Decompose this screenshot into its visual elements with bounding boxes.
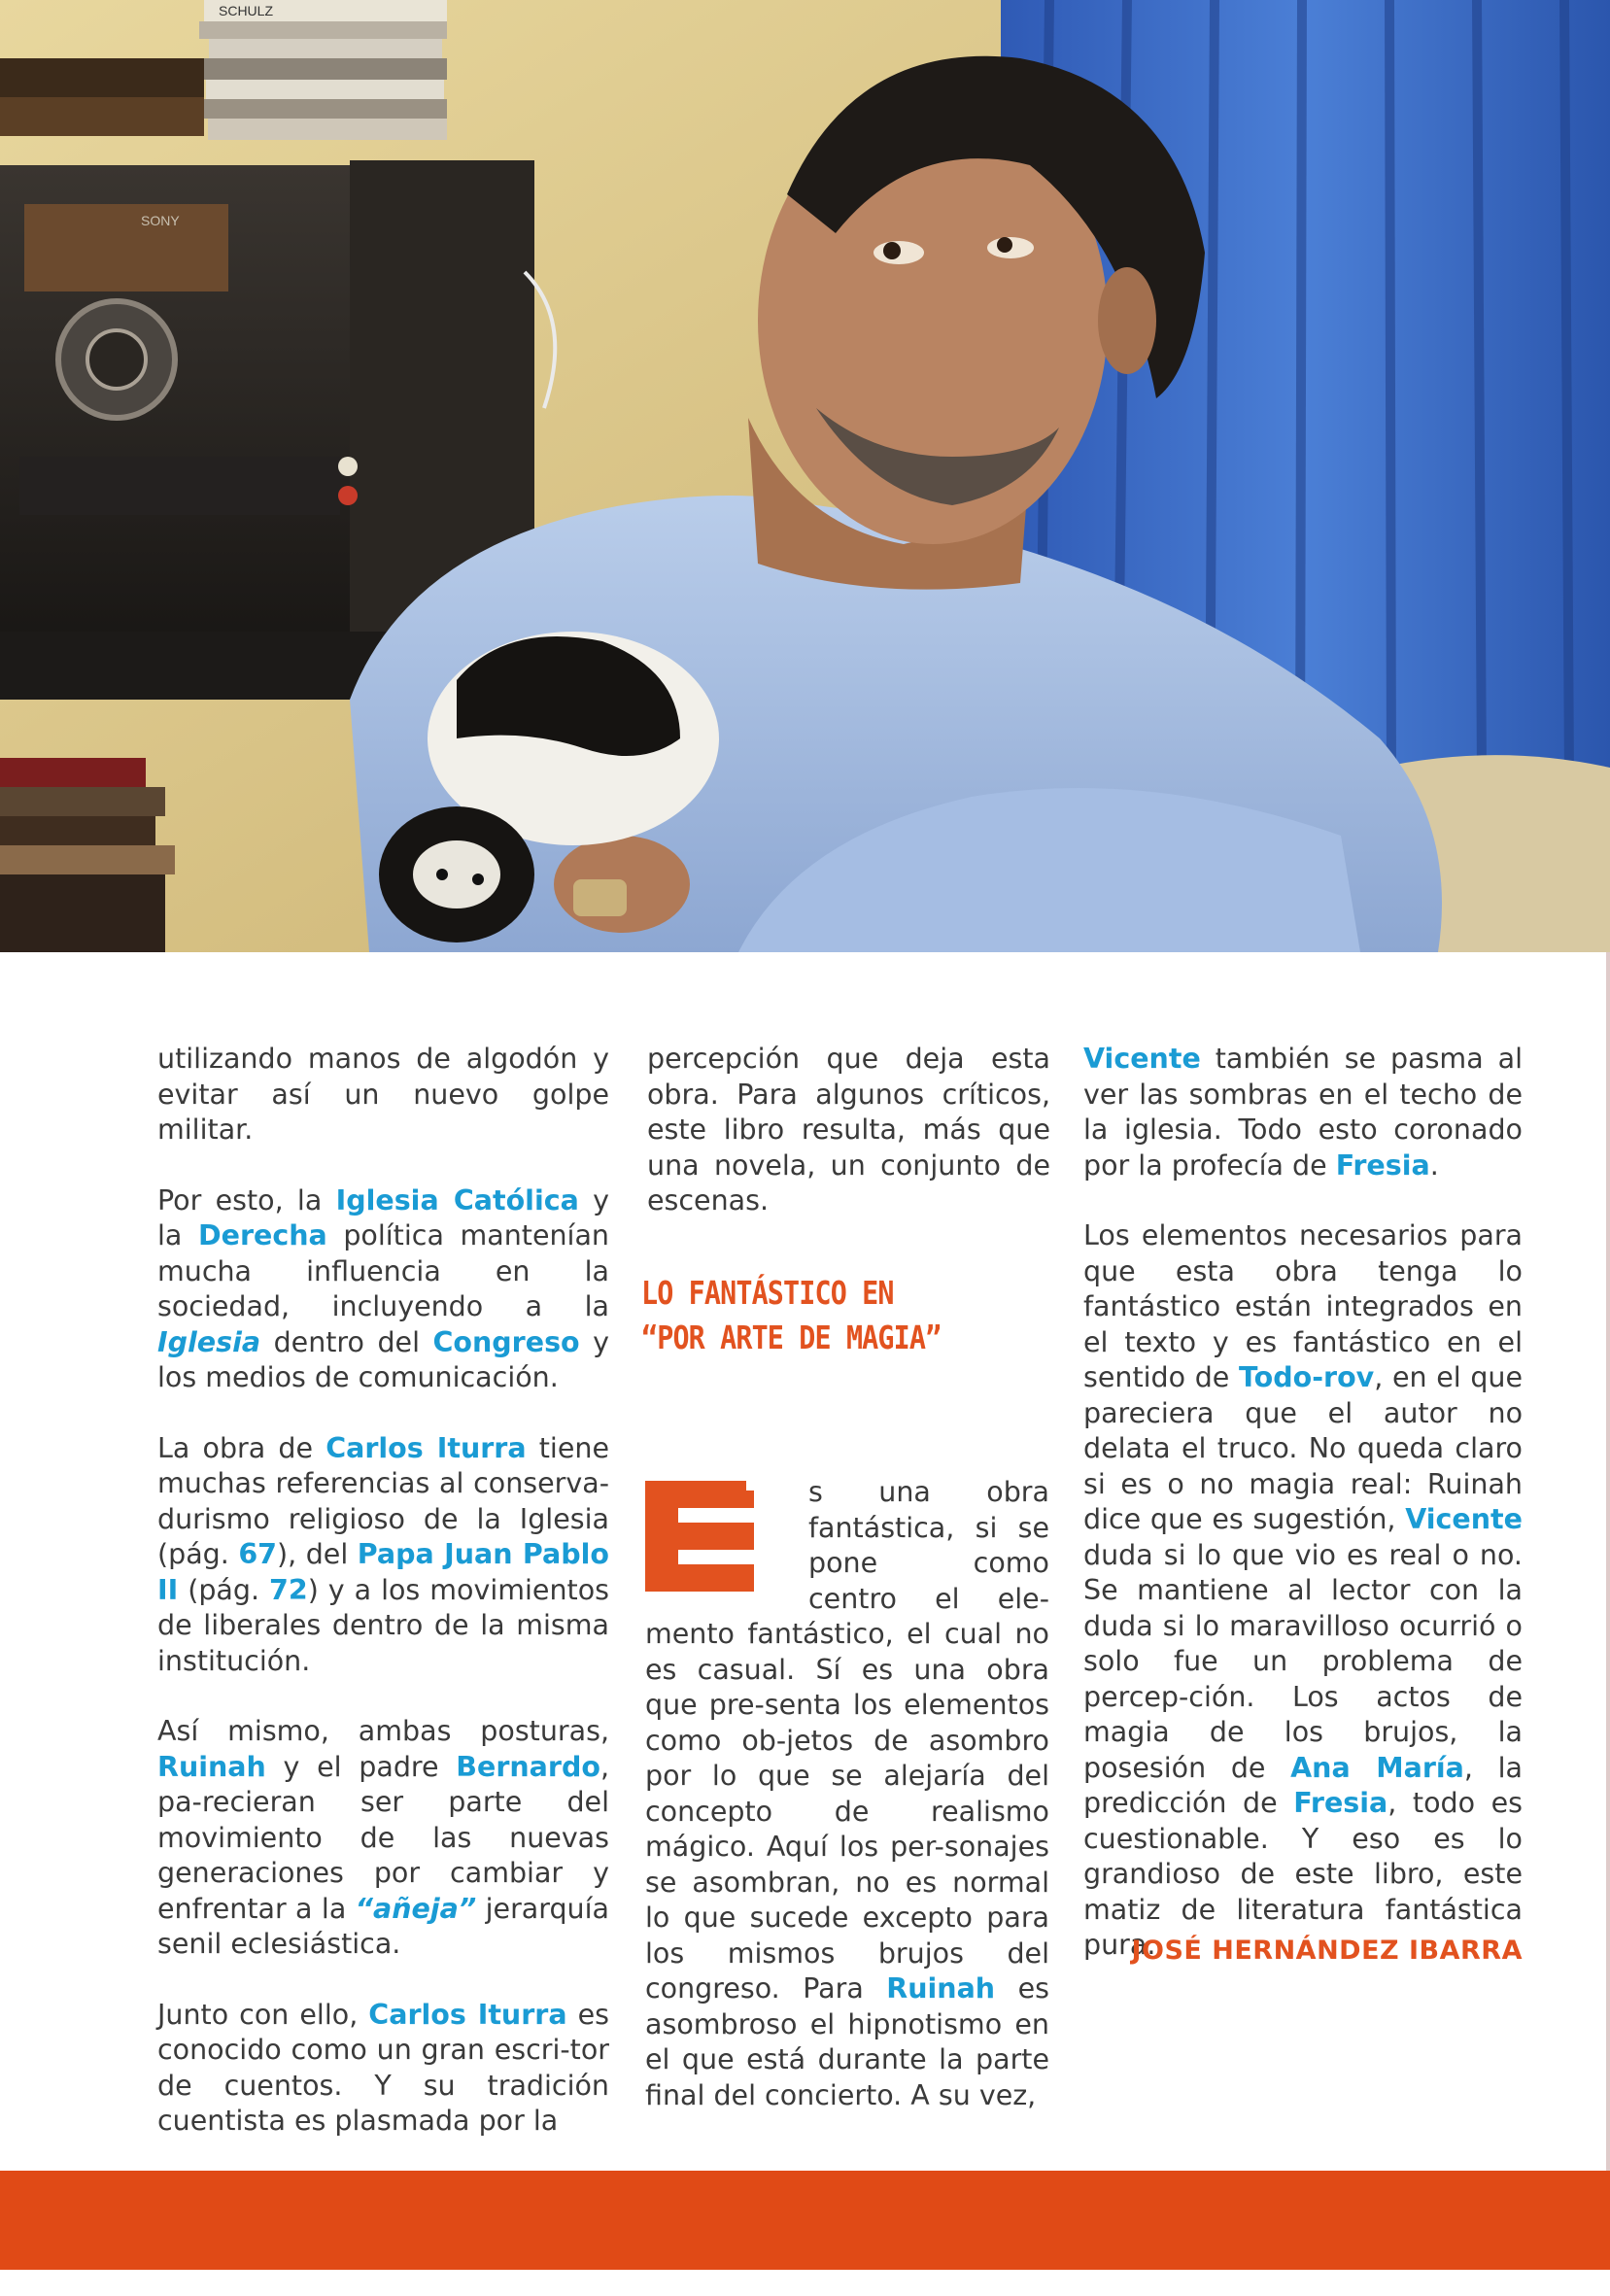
highlighted-term: Carlos Iturra [368, 1998, 567, 2031]
text-column-2 [647, 1042, 1050, 1254]
paragraph: Vicente también se pasma al ver las sombras en el techo de la iglesia. Todo esto coronado por la profecía de Fresia. [1083, 1043, 1523, 1182]
highlighted-term: Bernardo [456, 1750, 600, 1783]
section-heading [641, 1271, 992, 1360]
paragraph: percepción que deja esta obra. Para algunos críticos, este libro resulta, más que una novela, un conjunto de escenas. [647, 1043, 1050, 1217]
paragraph: La obra de Carlos Iturra tiene muchas referencias al conserva-durismo religioso de la Iglesia (pág. 67), del Papa Juan Pablo II (pág. 72) y a los movimientos de liberales dentro de la misma institución. [157, 1431, 609, 1677]
highlighted-term: Iglesia Católica [335, 1183, 579, 1217]
highlighted-term: Papa Juan Pablo II [157, 1538, 609, 1606]
footer-color-bar [0, 2171, 1610, 2270]
highlighted-term: “añeja” [355, 1892, 477, 1925]
cd-label: SCHULZ [219, 3, 274, 18]
dropcap-paragraph [645, 1475, 1049, 2113]
highlighted-term: Ruinah [157, 1750, 266, 1783]
highlighted-term: 72 [269, 1573, 308, 1606]
highlighted-term: Todo-rov [1239, 1361, 1375, 1393]
highlighted-term: Derecha [197, 1219, 327, 1251]
section-heading-line-1: LO FANTÁSTICO EN [641, 1274, 894, 1312]
highlighted-term: 67 [238, 1538, 278, 1570]
page-edge-line [1606, 952, 1610, 2171]
paragraph: Así mismo, ambas posturas, Ruinah y el padre Bernardo, pa-recieran ser parte del movimiento de las nuevas generaciones por cambiar y enfrentar a la “añeja” jerarquía senil eclesiástica. [157, 1715, 610, 1960]
text-column-1 [157, 1042, 609, 2175]
paragraph: Por esto, la Iglesia Católica y la Derecha política mantenían mucha influencia en la sociedad, incluyendo a la Iglesia dentro del Congreso y los medios de comunicación. [157, 1183, 609, 1393]
paragraph: utilizando manos de algodón y evitar así un nuevo golpe militar. [157, 1043, 609, 1146]
highlighted-term: Fresia [1293, 1787, 1388, 1819]
highlighted-term: Carlos Iturra [325, 1431, 527, 1464]
hero-photo [0, 0, 1610, 952]
book-stack [0, 758, 175, 952]
paragraph: Junto con ello, Carlos Iturra es conocido como un gran escri-tor de cuentos. Y su tradición cuentista es plasmada por la [157, 1998, 609, 2137]
text-column-3 [1083, 1042, 1523, 1999]
hero-photo-illustration [0, 0, 1610, 952]
highlighted-term: Fresia [1335, 1148, 1430, 1182]
paragraph: Los elementos necesarios para que esta obra tenga lo fantástico están integrados en el texto y es fantástico en el sentido de Todo-rov, en el que pareciera que el autor no delata el truco. No queda claro si es o no magia real: Ruinah dice que es sugestión, Vicente duda si lo que vio es real o no. Se mantiene al lector con la duda si lo maravilloso ocurrió o solo fue un problema de percep-ción. Los actos de magia de los brujos, la posesión de Ana María, la predicción de Fresia, todo es cuestionable. Y eso es lo grandioso de este libro, este matiz de literatura fantástica pura. [1083, 1219, 1524, 1961]
highlighted-term: Ruinah [886, 1972, 996, 2005]
highlighted-term: Vicente [1083, 1043, 1201, 1075]
highlighted-term: Ana María [1290, 1751, 1464, 1784]
section-heading-line-2: “POR ARTE DE MAGIA” [641, 1319, 942, 1356]
highlighted-term: Vicente [1405, 1503, 1523, 1535]
highlighted-term: Congreso [432, 1325, 580, 1358]
highlighted-term: Iglesia [157, 1325, 261, 1358]
dropcap-body-text: s una obra fantástica, si se pone como centro el ele-mento fantástico, el cual no es casual. Sí es una obra que pre-senta los elementos como ob-jetos de asombro por lo que se alejaría del concepto de realismo mágico. Aquí los per-sonajes se asombran, no es normal lo que sucede excepto para los mismos brujos del congreso. Para Ruinah es asombroso el hipnotismo en el que está durante la parte final del concierto. A su vez, [645, 1476, 1049, 2111]
stereo-brand: SONY [141, 213, 180, 228]
dropcap-letter-e [645, 1481, 791, 1592]
author-byline: JOSÉ HERNÁNDEZ IBARRA [1131, 1936, 1523, 1966]
